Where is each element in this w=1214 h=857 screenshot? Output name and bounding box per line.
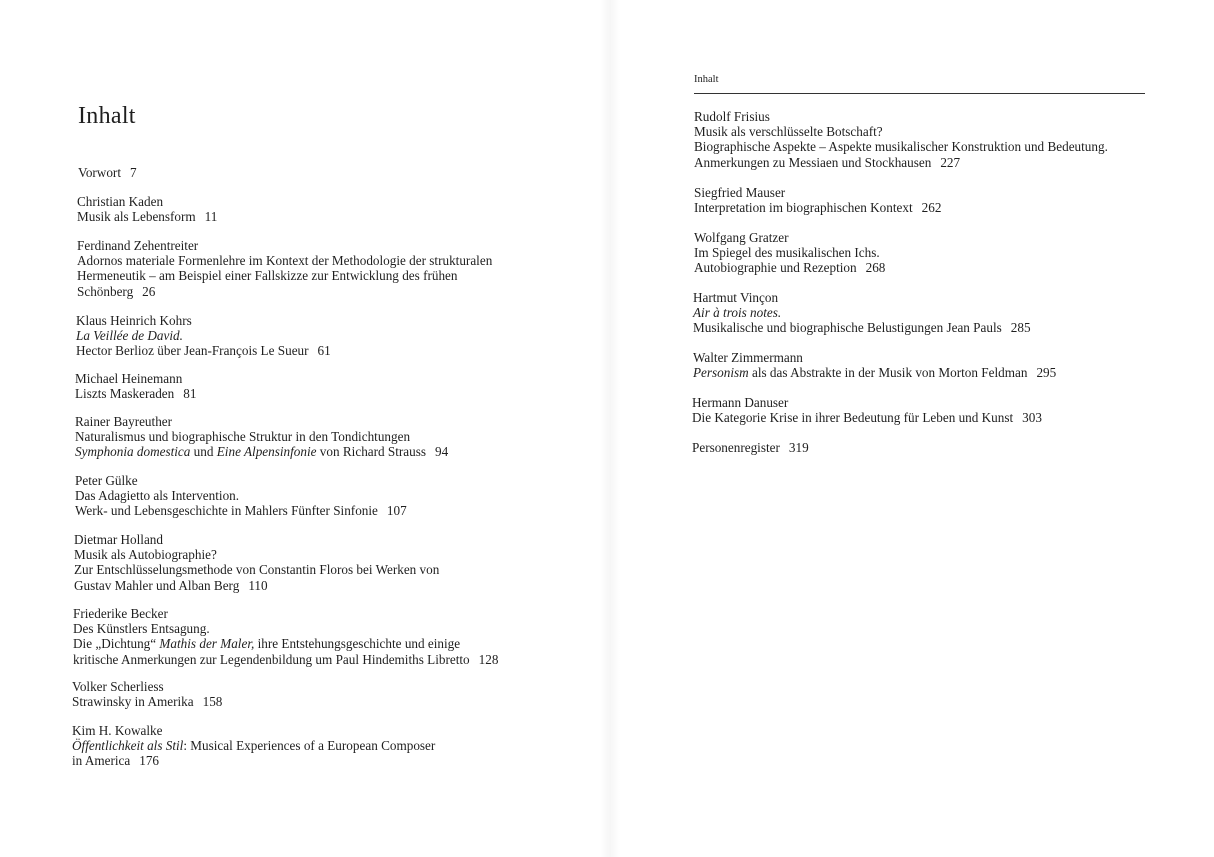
entry-author: Hermann Danuser xyxy=(692,395,789,410)
entry-author: Ferdinand Zehentreiter xyxy=(77,238,199,253)
page-number: 262 xyxy=(921,200,942,216)
page-number: 319 xyxy=(788,440,809,455)
page-number: 7 xyxy=(129,165,137,180)
entry-title: und xyxy=(190,444,217,460)
page-number: 303 xyxy=(1022,410,1042,426)
entry-title: Naturalismus und biographische Struktur in den Tondichtungen xyxy=(75,429,411,445)
entry-title: Musikalische und biographische Belustigungen Jean Pauls xyxy=(693,320,1002,336)
toc-entry xyxy=(75,473,407,519)
toc-entry-register xyxy=(692,440,809,455)
entry-title: Die Kategorie Krise in ihrer Bedeutung für Leben und Kunst xyxy=(692,410,1014,426)
entry-title-italic: Mathis der Maler, xyxy=(159,636,255,652)
entry-title: Strawinsky in Amerika xyxy=(72,694,194,710)
page-number: 107 xyxy=(386,503,407,519)
toc-entry xyxy=(73,606,498,667)
entry-title: Des Künstlers Entsagung. xyxy=(73,621,210,637)
entry-author: Klaus Heinrich Kohrs xyxy=(76,313,192,328)
entry-title: Schönberg xyxy=(77,283,134,299)
toc-entry xyxy=(692,395,1042,425)
page-number: 176 xyxy=(139,753,160,769)
page-number: 94 xyxy=(435,444,449,460)
entry-title: La Veillée de David. xyxy=(76,328,183,344)
entry-title: Musik als Autobiographie? xyxy=(74,547,217,563)
page-number: 268 xyxy=(865,260,886,276)
entry-title: Liszts Maskeraden xyxy=(75,386,175,402)
entry-title: Zur Entschlüsselungsmethode von Constantin Floros bei Werken von xyxy=(74,562,440,578)
header-rule xyxy=(694,93,1145,94)
page-number: 158 xyxy=(202,694,223,710)
entry-title-italic: Symphonia domestica xyxy=(75,444,191,460)
entry-author: Rainer Bayreuther xyxy=(75,414,173,429)
entry-author: Peter Gülke xyxy=(75,473,138,488)
page-number: 81 xyxy=(183,386,197,402)
toc-entry xyxy=(77,238,492,299)
entry-title: als das Abstrakte in der Musik von Morton Feldman xyxy=(748,365,1028,381)
entry-title-italic: Personism xyxy=(693,365,749,381)
entry-title: Die „Dichtung“ xyxy=(73,636,160,652)
entry-title: Autobiographie und Rezeption xyxy=(694,260,857,276)
entry-title: Anmerkungen zu Messiaen und Stockhausen xyxy=(694,154,932,170)
running-head: Inhalt xyxy=(694,74,719,85)
entry-title: in America xyxy=(72,753,131,769)
entry-author: Hartmut Vinçon xyxy=(693,290,779,305)
entry-title-italic: Air à trois notes. xyxy=(693,305,782,321)
entry-title: Werk- und Lebensgeschichte in Mahlers Fünfter Sinfonie xyxy=(75,503,378,519)
page-number: 285 xyxy=(1010,320,1031,336)
toc-entry xyxy=(72,679,222,709)
page-number: 110 xyxy=(248,577,268,593)
toc-entry xyxy=(75,371,196,401)
entry-title: Im Spiegel des musikalischen Ichs. xyxy=(694,245,880,261)
toc-entry xyxy=(76,313,331,359)
page-title: Inhalt xyxy=(78,103,136,129)
entry-title: Vorwort xyxy=(78,165,121,180)
entry-author: Walter Zimmermann xyxy=(693,350,803,365)
entry-title: Biographische Aspekte – Aspekte musikalischer Konstruktion und Bedeutung. xyxy=(694,139,1108,155)
entry-author: Wolfgang Gratzer xyxy=(694,230,789,245)
toc-entry xyxy=(694,185,941,215)
entry-author: Rudolf Frisius xyxy=(694,109,770,124)
entry-title: Hermeneutik – am Beispiel einer Fallskizze zur Entwicklung des frühen xyxy=(77,268,458,284)
page-number: 26 xyxy=(142,283,156,299)
toc-entry xyxy=(74,532,439,593)
entry-title: Musik als verschlüsselte Botschaft? xyxy=(694,124,883,140)
entry-author: Christian Kaden xyxy=(77,194,164,209)
entry-title-italic: Öffentlichkeit als Stil xyxy=(72,738,184,754)
entry-author: Michael Heinemann xyxy=(75,371,183,386)
entry-title: von Richard Strauss xyxy=(316,444,427,460)
entry-title: Das Adagietto als Intervention. xyxy=(75,488,240,504)
toc-entry xyxy=(694,109,1108,170)
entry-title-italic: Eine Alpensinfonie xyxy=(216,444,317,460)
toc-entry xyxy=(693,350,1056,380)
toc-entry xyxy=(694,230,885,276)
page-number: 128 xyxy=(478,651,499,667)
entry-author: Volker Scherliess xyxy=(72,679,164,694)
toc-entry xyxy=(72,723,435,769)
entry-title: Adornos materiale Formenlehre im Kontext der Methodologie der strukturalen xyxy=(77,253,493,269)
entry-title: kritische Anmerkungen zur Legendenbildung um Paul Hindemiths Libretto xyxy=(73,651,470,667)
toc-entry xyxy=(693,290,1031,336)
page-number: 227 xyxy=(940,154,961,170)
right-page xyxy=(607,0,1214,857)
page-number: 61 xyxy=(317,343,331,359)
toc-entry xyxy=(77,194,217,224)
entry-title: Musik als Lebensform xyxy=(77,209,196,225)
toc-entry-vorwort xyxy=(78,165,137,180)
entry-author: Kim H. Kowalke xyxy=(72,723,163,738)
entry-author: Siegfried Mauser xyxy=(694,185,786,200)
entry-title: ihre Entstehungsgeschichte und einige xyxy=(254,636,461,652)
page-number: 11 xyxy=(204,209,218,225)
entry-title: Hector Berlioz über Jean-François Le Sueur xyxy=(76,343,309,359)
entry-title: Interpretation im biographischen Kontext xyxy=(694,200,913,216)
toc-entry xyxy=(75,414,448,460)
entry-author: Dietmar Holland xyxy=(74,532,163,547)
entry-title: Gustav Mahler und Alban Berg xyxy=(74,577,240,593)
entry-title: : Musical Experiences of a European Composer xyxy=(183,738,436,754)
entry-title: Personenregister xyxy=(692,440,780,455)
entry-author: Friederike Becker xyxy=(73,606,168,621)
page-number: 295 xyxy=(1036,365,1057,381)
